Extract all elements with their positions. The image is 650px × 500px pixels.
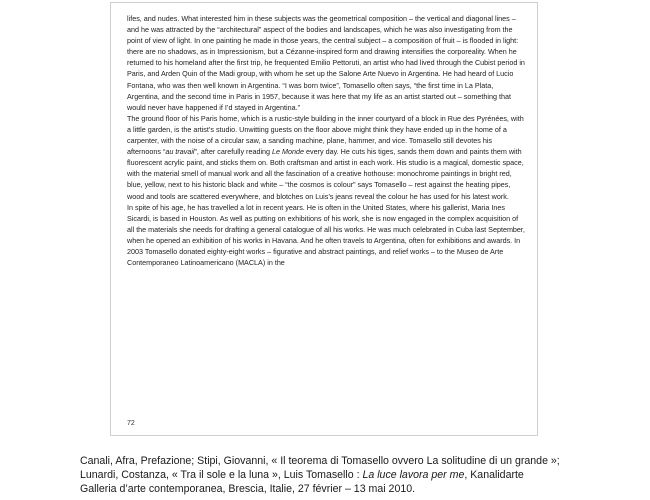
paragraph-1 [127,13,527,113]
paragraph-2 [127,113,527,202]
citation-caption [80,454,575,496]
scanned-book-page [110,2,538,436]
caption-line-2-text-b: , Kanalidarte [464,469,524,481]
caption-book-title: La luce lavora per me [362,469,465,481]
caption-line-3: Galleria d’arte contemporanea, Brescia, Italie, 27 février – 13 mai 2010. [80,483,416,495]
paragraph-2-text-a: The ground floor of his Paris home, which is a rustic-style building in the inner courtyard of a block in Rue des Pyrénées, with a little garden, is the artist’s studio. Unwitting guests on the floor above might think they have ended up in the home of a carpenter, with the noise of a circular saw, a sanding machine, plane, hammer, and vice. Tomasello still devotes his afternoons “ [127,113,524,157]
paragraph-3 [127,202,527,269]
page-body-text [127,13,527,268]
caption-line-1: Canali, Afra, Prefazione; Stipi, Giovanni, « Il teorema di Tomasello ovvero La solitudine di un grande »; [80,455,560,467]
paragraph-3-text: In spite of his age, he has travelled a lot in recent years. He is often in the United States, where his gallerist, Maria Ines Sicardi, is based in Houston. As well as putting on exhibitions of his work, she is now engaged in the complex acquisition of all the materials she needs for drafting a general catalogue of all his works. He was much celebrated in Cuba last September, when he opened an exhibition of his works in Havana. And he often travels to Argentina, often for exhibitions and awards. In 2003 Tomasello donated eighty-eight works – figurative and abstract paintings, and relief works – to the Museo de Arte Contemporaneo Latinoamericano (MACLA) in the [127,202,525,268]
caption-line-2 [80,468,575,482]
page-number: 72 [127,420,135,427]
paragraph-1-text: lifes, and nudes. What interested him in these subjects was the geometrical composition – the vertical and diagonal lines – and he was attracted by the “architectural” aspect of the bodies and landscapes, which he was also investigating from the point of view of light. In one painting he made in those years, the central subject – a composition of fruit – is flooded in light: there are no shadows, as in Impressionism, but a Cézanne-inspired form and drawing intensifies the corporeality. When he returned to his homeland after the first trip, he frequented Emilio Pettoruti, an artist who had lived through the Cubist period in Paris, and Arden Quin of the Madi group, with whom he set up the Salone Arte Nuevo in Argentina. He had heard of Lucio Fontana, who was then well known in Argentina. “I was born twice”, Tomasello often says, “the first time in La Plata, Argentina, and the second time in Paris in 1957, because it was here that my life as an artist started out – something that would never have happened if I’d stayed in Argentina.” [127,14,525,112]
caption-line-2-text-a: Lunardi, Costanza, « Tra il sole e la luna », Luis Tomasello : [80,469,363,481]
paragraph-2-text-c: every day. He cuts his tiges, sands them down and paints them with fluorescent acrylic paint, and sticks them on. Both craftsman and artist in each work. His studio is a magical, domestic space, with the material smell of manual work and all the fascination of a creative hothouse: monochrome paintings in bright red, blue, yellow, next to his historic black and white – “the cosmos is colour” says Tomasello – rest against the heating pipes, wood and tools are scattered everywhere, and blotches on Luis’s jeans reveal the colour he has used for his latest work. [127,147,524,201]
paragraph-2-italic-b: Le Monde [272,147,305,157]
paragraph-2-italic-a: au travail [165,147,195,157]
paragraph-2-text-b: ”, after carefully reading [194,147,273,157]
